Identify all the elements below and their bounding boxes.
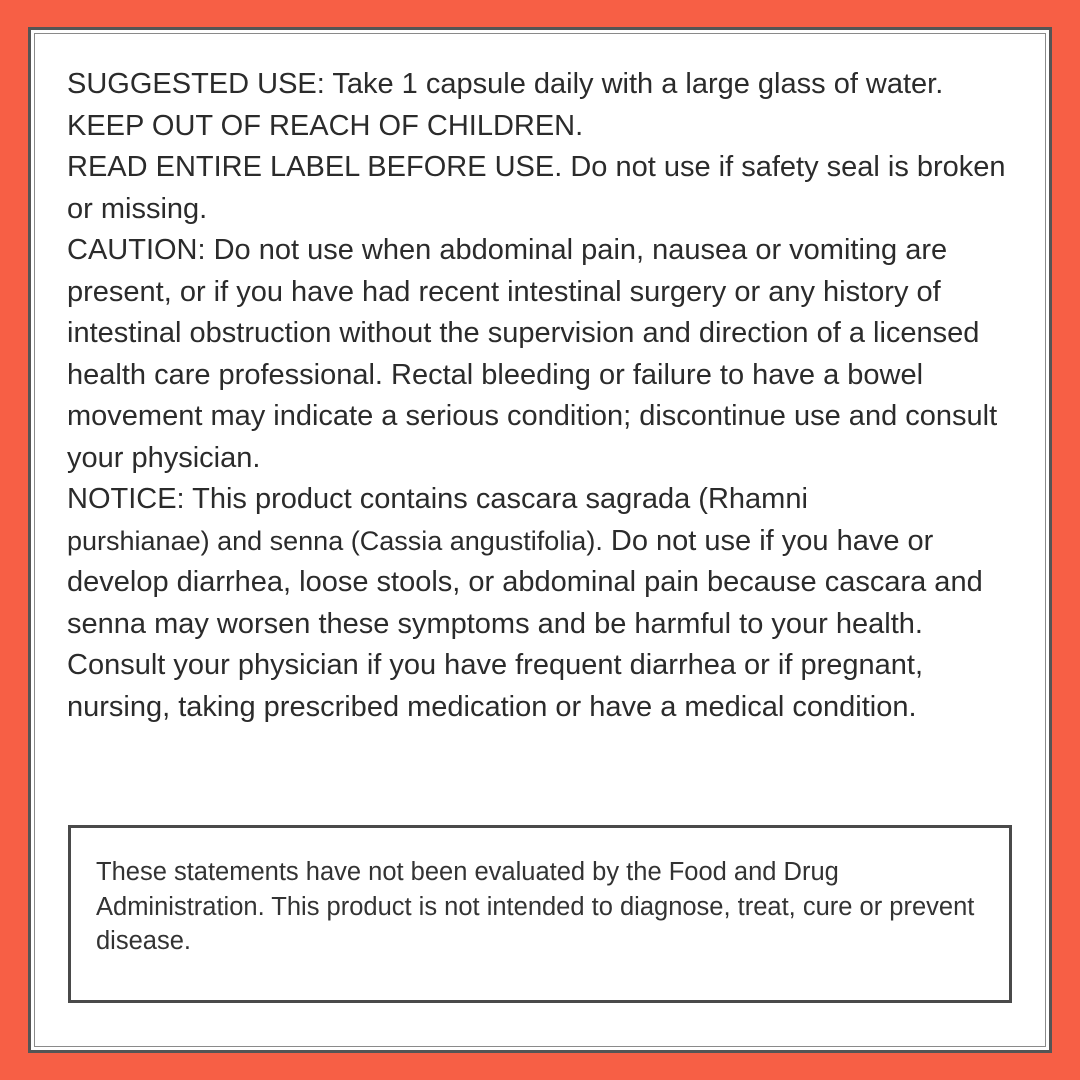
notice-botanical-names: purshianae) and senna (Cassia angustifolia). (67, 525, 603, 556)
notice-rest-text: Do not use if you have or develop diarrhea, loose stools, or abdominal pain because cascara and senna may worsen these symptoms and be harmful to your health. Consult your physician if you have frequent diarrhea or if pregnant, nursing, taking prescribed medication or have a medical condition. (67, 524, 983, 723)
fda-disclaimer-box (68, 825, 1012, 1003)
notice-paragraph (67, 479, 1017, 728)
read-label-warning: READ ENTIRE LABEL BEFORE USE. Do not use if safety seal is broken or missing. (67, 151, 1006, 225)
suggested-use-text: SUGGESTED USE: Take 1 capsule daily with a large glass of water. (67, 68, 944, 100)
fda-disclaimer-text: These statements have not been evaluated by the Food and Drug Administration. This product is not intended to diagnose, treat, cure or prevent disease. (96, 858, 975, 955)
notice-lead-text: NOTICE: This product contains cascara sagrada (Rhamni (67, 483, 808, 515)
directions-text-block (67, 64, 1017, 728)
caution-text: CAUTION: Do not use when abdominal pain, nausea or vomiting are present, or if you have had recent intestinal surgery or any history of intestinal obstruction without the supervision and direction of a licensed health care professional. Rectal bleeding or failure to have a bowel movement may indicate a serious condition; discontinue use and consult your physician. (67, 234, 998, 474)
supplement-label-panel (28, 27, 1052, 1053)
keep-out-of-reach-warning: KEEP OUT OF REACH OF CHILDREN. (67, 109, 584, 142)
